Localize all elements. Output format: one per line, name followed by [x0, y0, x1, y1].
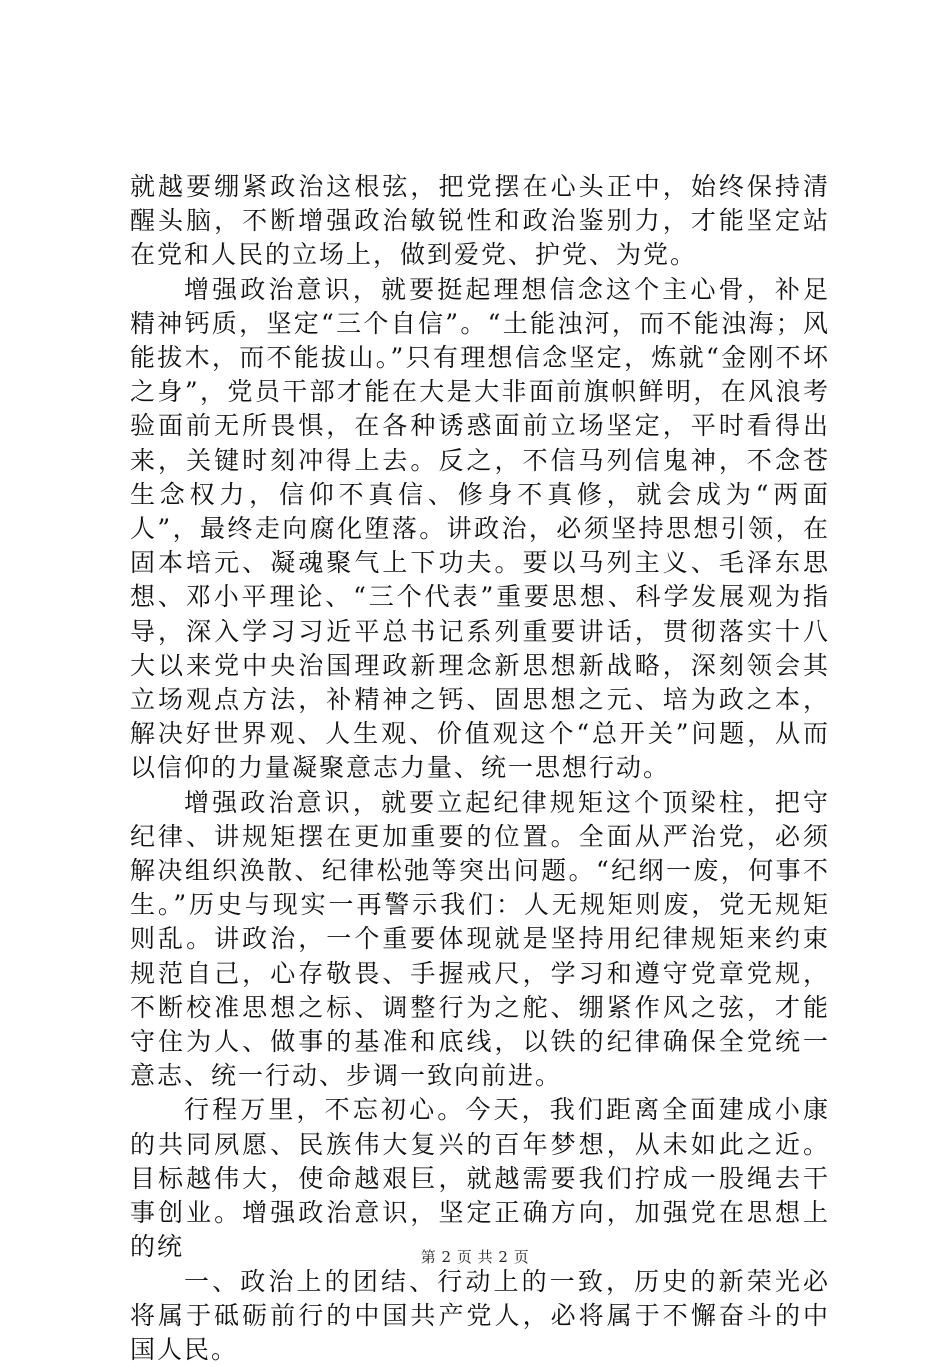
paragraph-continuation: 就越要绷紧政治这根弦，把党摆在心头正中，始终保持清醒头脑，不断增强政治敏锐性和政治鉴别力，才能坚定站在党和人民的立场上，做到爱党、护党、为党。 — [130, 170, 830, 273]
paragraph-discipline-and-rules: 增强政治意识，就要立起纪律规矩这个顶梁柱，把守纪律、讲规矩摆在更加重要的位置。全面从严治党，必须解决组织涣散、纪律松弛等突出问题。“纪纲一废，何事不生。”历史与现实一再警示我们：人无规矩则废，党无规矩则乱。讲政治，一个重要体现就是坚持用纪律规矩来约束规范自己，心存敬畏、手握戒尺，学习和遵守党章党规，不断校准思想之标、调整行为之舵、绷紧作风之弦，才能守住为人、做事的基准和底线，以铁的纪律确保全党统一意志、统一行动、步调一致向前进。 — [130, 786, 830, 1094]
document-body — [130, 170, 830, 1367]
paragraph-original-aspiration: 行程万里，不忘初心。今天，我们距离全面建成小康的共同夙愿、民族伟大复兴的百年梦想，从未如此之近。目标越伟大，使命越艰巨，就越需要我们拧成一股绳去干事创业。增强政治意识，坚定正确方向，加强党在思想上的统 — [130, 1093, 830, 1264]
paragraph-ideals-and-beliefs: 增强政治意识，就要挺起理想信念这个主心骨，补足精神钙质，坚定“三个自信”。“土能浊河，而不能浊海；风能拔木，而不能拔山。”只有理想信念坚定，炼就“金刚不坏之身”，党员干部才能在大是大非面前旗帜鲜明，在风浪考验面前无所畏惧，在各种诱惑面前立场坚定，平时看得出来，关键时刻冲得上去。反之，不信马列信鬼神，不念苍生念权力，信仰不真信、修身不真修，就会成为“两面人”，最终走向腐化堕落。讲政治，必须坚持思想引领，在固本培元、凝魂聚气上下功夫。要以马列主义、毛泽东思想、邓小平理论、“三个代表”重要思想、科学发展观为指导，深入学习习近平总书记系列重要讲话，贯彻落实十八大以来党中央治国理政新理念新思想新战略，深刻领会其立场观点方法，补精神之钙、固思想之元、培为政之本，解决好世界观、人生观、价值观这个“总开关”问题，从而以信仰的力量凝聚意志力量、统一思想行动。 — [130, 273, 830, 786]
paragraph-conclusion: 一、政治上的团结、行动上的一致，历史的新荣光必将属于砥砺前行的中国共产党人，必将属于不懈奋斗的中国人民。 — [130, 1265, 830, 1367]
page-footer: 第 2 页 共 2 页 — [0, 1246, 950, 1267]
